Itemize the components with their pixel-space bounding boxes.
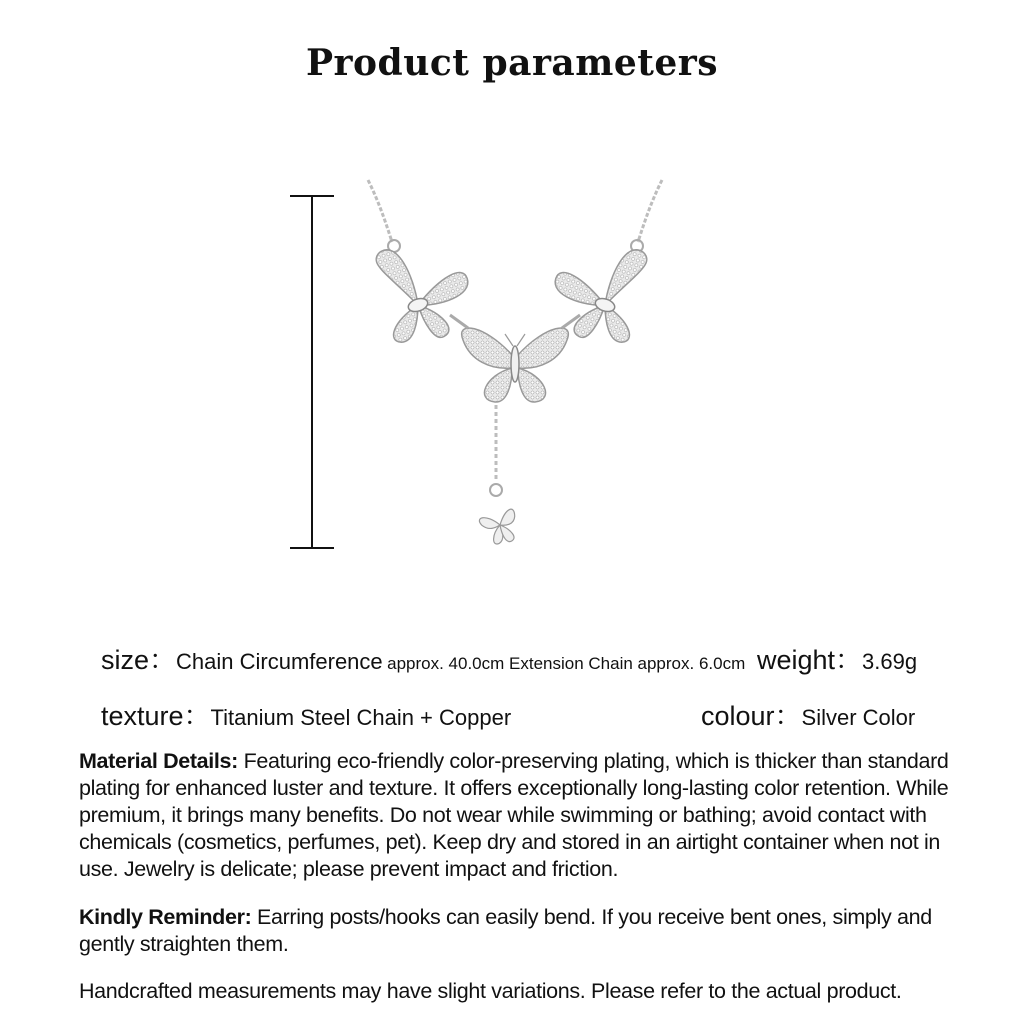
left-chain [368,180,392,242]
size-main-value: Chain Circumference [176,649,383,674]
butterfly-necklace-icon [350,160,680,560]
small-butterfly-charm-icon [478,509,519,547]
size-detail-value: approx. 40.0cm Extension Chain approx. 6.0cm [387,654,746,673]
size-param [101,638,745,677]
center-butterfly-icon [462,328,569,402]
right-chain [638,180,662,242]
kindly-reminder [79,904,953,958]
size-label: size： [101,645,177,675]
texture-param [101,694,511,733]
length-scale-bar [290,195,334,549]
colour-param [701,694,915,733]
scale-vertical-line [311,195,313,549]
weight-label: weight： [757,645,863,675]
material-details-label: Material Details: [79,749,238,773]
texture-label: texture： [101,701,211,731]
kindly-reminder-label: Kindly Reminder: [79,905,252,929]
colour-label: colour： [701,701,802,731]
kindly-reminder-text: Earring posts/hooks can easily bend. If you receive bent ones, simply and gently straighten them. [79,905,932,956]
measurement-note: Handcrafted measurements may have slight variations. Please refer to the actual product. [79,979,902,1003]
weight-param [757,638,917,677]
material-details [79,748,953,883]
scale-bottom-cap [290,547,334,549]
colour-value: Silver Color [801,705,916,730]
page-title: Product parameters [305,42,719,84]
texture-value: Titanium Steel Chain + Copper [210,705,512,730]
weight-value: 3.69g [862,649,918,674]
material-details-text: Featuring eco-friendly color-preserving plating, which is thicker than standard plating for enhanced luster and texture. It offers exceptionally long-lasting color retention. While premium, it brings many benefits. Do not wear while swimming or bathing; avoid contact with chemicals (cosmetics, perfumes, pet). Keep dry and stored in an airtight container when not in use. Jewelry is delicate; please prevent impact and friction. [79,749,949,881]
